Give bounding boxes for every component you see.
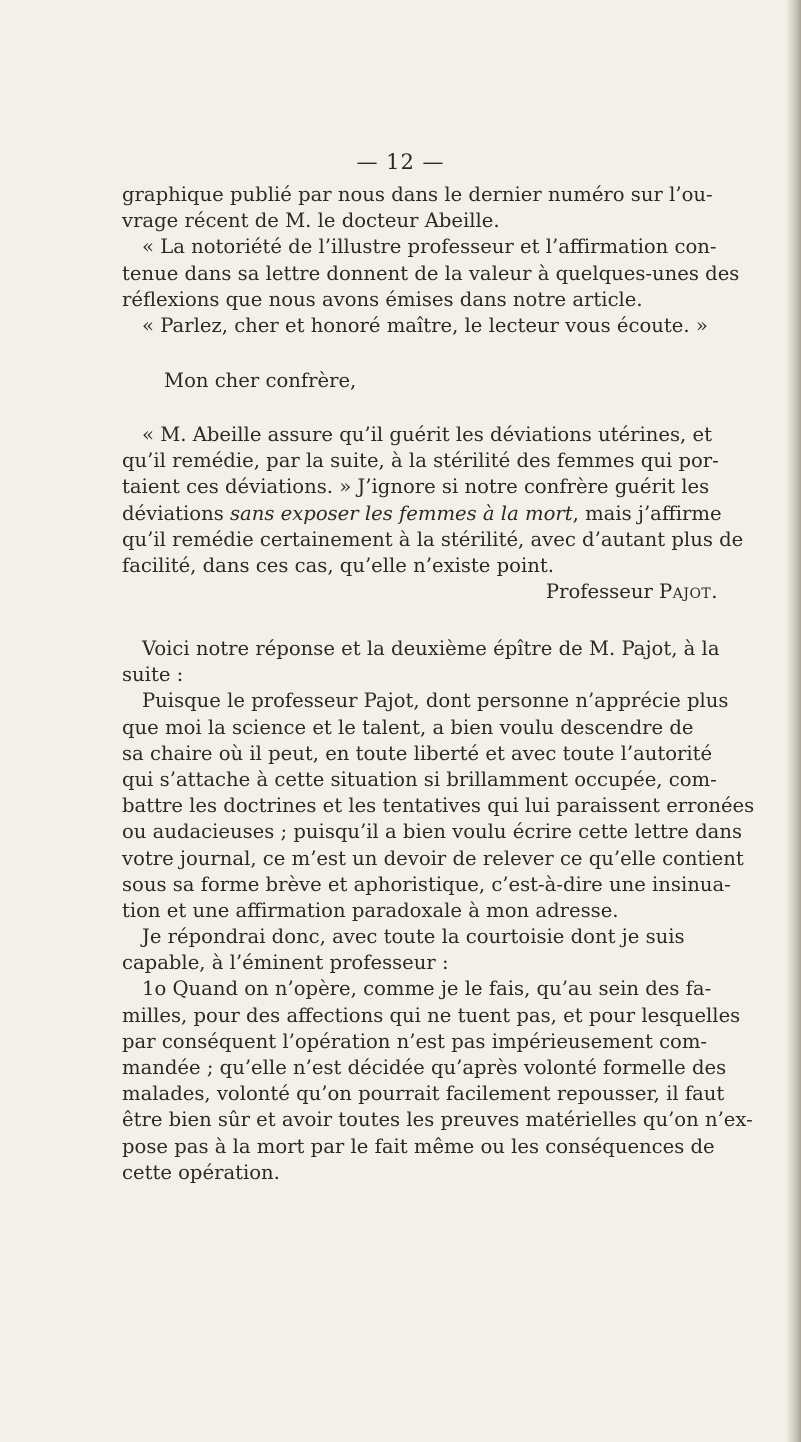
signature-name: Pajot.: [659, 580, 718, 604]
text-line: [122, 501, 738, 527]
text-line: sa chaire où il peut, en toute liberté et avec toute l’autorité: [122, 741, 713, 765]
text-line: Je répondrai donc, avec toute la courtoisie dont je suis: [142, 925, 685, 949]
text-line: malades, volonté qu’on pourrait facilement repousser, il faut: [122, 1082, 725, 1106]
text-line: taient ces déviations. » J’ignore si notre confrère guérit les: [122, 475, 710, 499]
text-line: ou audacieuses ; puisqu’il a bien voulu écrire cette lettre dans: [122, 820, 743, 844]
text-line: « M. Abeille assure qu’il guérit les déviations utérines, et: [142, 423, 712, 446]
text-segment: déviations: [122, 501, 230, 525]
text-line: être bien sûr et avoir toutes les preuves matérielles qu’on n’ex-: [122, 1108, 753, 1132]
text-line: votre journal, ce m’est un devoir de relever ce qu’elle contient: [122, 846, 744, 870]
page-number: — 12 —: [356, 150, 445, 174]
page-edge-shadow: [787, 0, 801, 1442]
text-line: Voici notre réponse et la deuxième épître de M. Pajot, à la: [142, 637, 720, 660]
letter-body: [122, 422, 744, 605]
text-line: qui s’attache à cette situation si brillamment occupée, com-: [122, 767, 717, 791]
text-line: pose pas à la mort par le fait même ou les conséquences de: [122, 1134, 715, 1158]
text-line: Puisque le professeur Pajot, dont personne n’apprécie plus: [142, 689, 729, 713]
text-line: qu’il remédie, par la suite, à la stérilité des femmes qui por-: [122, 449, 719, 473]
italic-phrase: sans exposer les femmes à la mort: [230, 501, 573, 525]
text-line: cette opération.: [122, 1160, 280, 1184]
letter-signature: [122, 579, 738, 605]
response-paragraph: [122, 636, 755, 1186]
text-segment: , mais j’affirme: [572, 501, 722, 525]
text-line: tenue dans sa lettre donnent de la valeur à quelques-unes des: [122, 261, 740, 285]
text-line: battre les doctrines et les tentatives qui lui paraissent erronées: [122, 794, 755, 818]
letter-salutation: [122, 368, 738, 394]
text-line: qu’il remédie certainement à la stérilité, avec d’autant plus de: [122, 527, 744, 551]
text-line: graphique publié par nous dans le dernier numéro sur l’ou-: [122, 183, 713, 206]
text-line: milles, pour des affections qui ne tuent pas, et pour lesquelles: [122, 1003, 741, 1027]
text-line: suite :: [122, 663, 184, 687]
text-line: « Parlez, cher et honoré maître, le lecteur vous écoute. »: [142, 313, 708, 337]
text-line: tion et une affirmation paradoxale à mon adresse.: [122, 898, 619, 922]
intro-paragraph: [122, 182, 738, 339]
text-line: sous sa forme brève et aphoristique, c’est-à-dire une insinua-: [122, 872, 731, 896]
text-line: facilité, dans ces cas, qu’elle n’existe point.: [122, 553, 554, 577]
text-line: capable, à l’éminent professeur :: [122, 951, 449, 975]
text-line: réflexions que nous avons émises dans notre article.: [122, 287, 643, 311]
text-line: « La notoriété de l’illustre professeur et l’affirmation con-: [142, 235, 717, 259]
signature-title: Professeur: [545, 580, 660, 604]
text-line: mandée ; qu’elle n’est décidée qu’après volonté formelle des: [122, 1056, 727, 1079]
text-line: par conséquent l’opération n’est pas impérieusement com-: [122, 1029, 708, 1053]
text-line: 1o Quand on n’opère, comme je le fais, qu’au sein des fa-: [142, 977, 712, 1001]
text-line: vrage récent de M. le docteur Abeille.: [122, 209, 500, 233]
text-line: que moi la science et le talent, a bien voulu descendre de: [122, 715, 694, 739]
salutation-line: Mon cher confrère,: [164, 369, 357, 392]
